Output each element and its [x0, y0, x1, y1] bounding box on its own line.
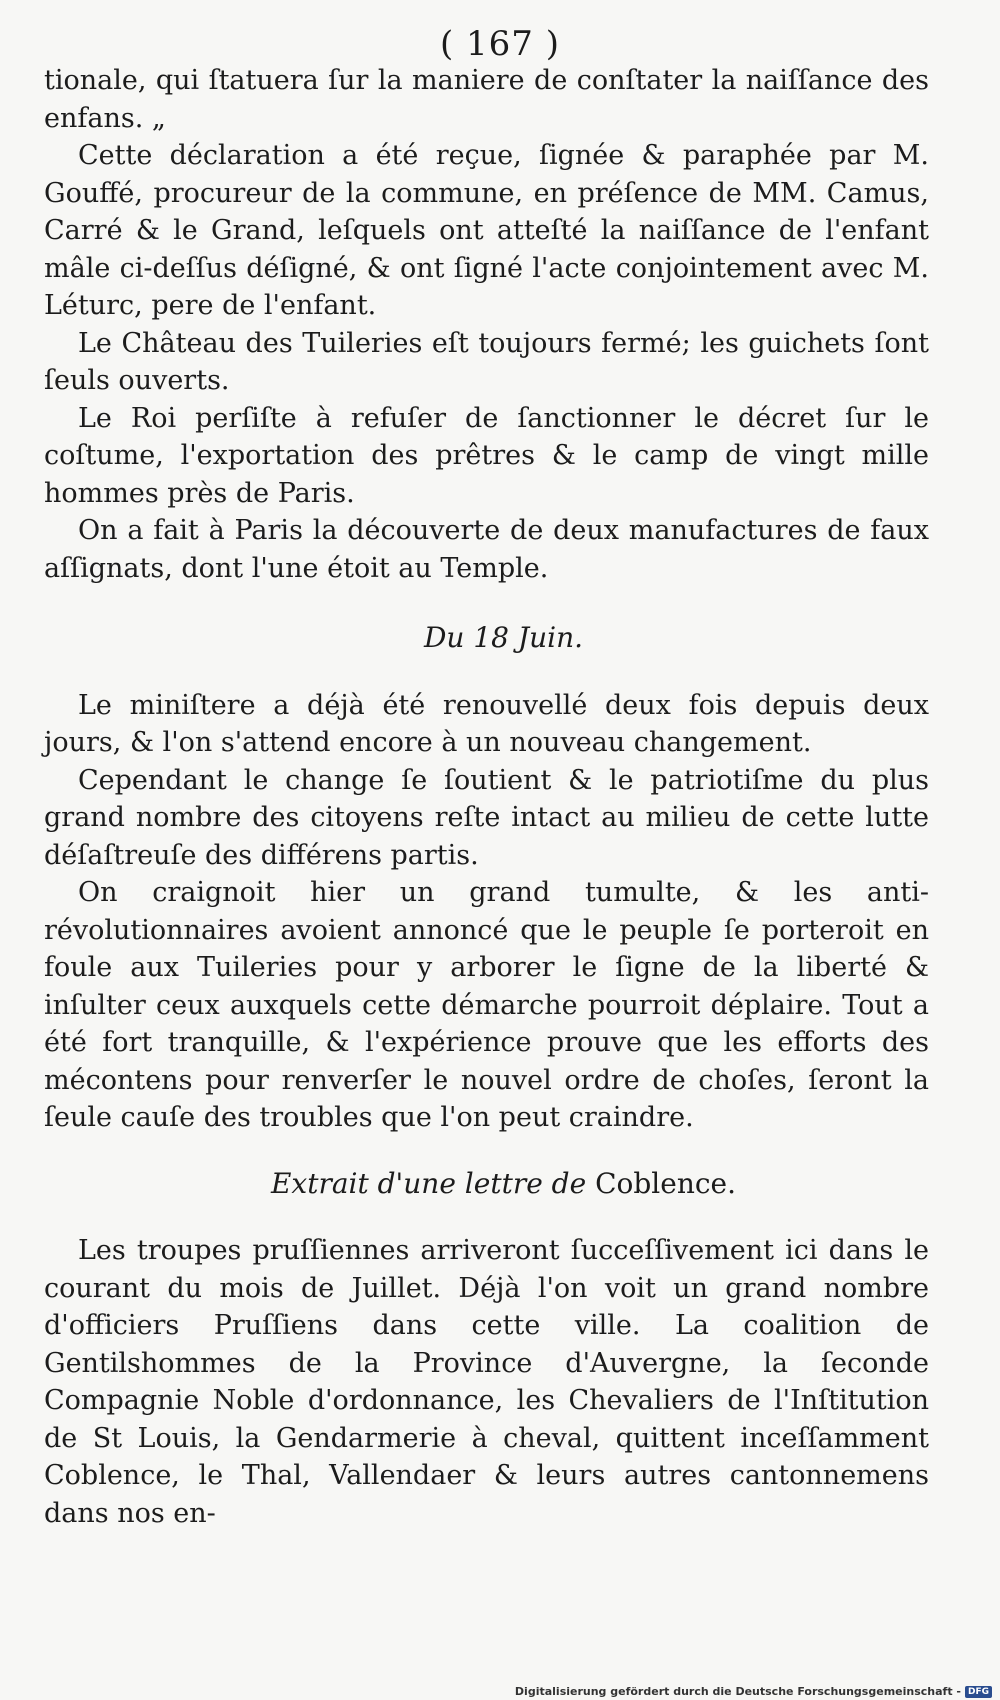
paragraph-ministere: Le miniſtere a déjà été renouvellé deux fois depuis deux jours, & l'on s'attend encore à un nouveau changement.	[44, 689, 929, 758]
dfg-logo: DFG	[965, 1686, 992, 1698]
heading-extrait-italic: Extrait d'une lettre de	[270, 1166, 587, 1200]
heading-extrait-place: Coblence.	[595, 1166, 737, 1200]
paragraph-declaration: Cette déclaration a été reçue, ſignée & paraphée par M. Gouffé, procureur de la commune, en préſence de MM. Camus, Carré & le Grand, leſquels ont atteſté la naiſſance de l'enfant mâle ci-deſſus déſigné, & ont ſigné l'acte conjointement avec M. Léturc, pere de l'enfant.	[44, 140, 929, 321]
page-number: ( 167 )	[439, 24, 561, 64]
paragraph-roi: Le Roi perſiſte à refuſer de ſanctionner le décret ſur le coſtume, l'exportation des prêtres & le camp de vingt mille hommes près de Paris.	[44, 402, 929, 509]
digitization-footer	[515, 1685, 992, 1698]
main-text	[44, 62, 929, 1532]
paragraph-continuation: tionale, qui ſtatuera ſur la maniere de conſtater la naiſſance des enfans. „	[44, 65, 929, 134]
paragraph-assignats: On a fait à Paris la découverte de deux manufactures de faux aſſignats, dont l'une étoit au Temple.	[44, 515, 929, 584]
paragraph-chateau: Le Château des Tuileries eſt toujours fermé; les guichets ſont ſeuls ouverts.	[44, 327, 929, 396]
section-heading-date: Du 18 Juin.	[423, 621, 584, 654]
footer-text: Digitalisierung gefördert durch die Deutsche Forschungsgemeinschaft -	[514, 1685, 961, 1698]
paragraph-change: Cependant le change ſe ſoutient & le patriotiſme du plus grand nombre des citoyens reſte intact au milieu de cette lutte déſaſtreuſe des différens partis.	[44, 764, 929, 871]
paragraph-troupes: Les troupes pruſſiennes arriveront ſucceſſivement ici dans le courant du mois de Juillet. Déjà l'on voit un grand nombre d'officiers Pruſſiens dans cette ville. La coalition de Gentilshommes de la Province d'Auvergne, la ſeconde Compagnie Noble d'ordonnance, les Chevaliers de l'Inſtitution de St Louis, la Gendarmerie à cheval, quittent inceſſamment Coblence, le Thal, Vallendaer & leurs autres cantonnemens dans nos en-	[44, 1235, 929, 1529]
section-heading-extrait	[44, 1165, 929, 1203]
paragraph-tumulte: On craignoit hier un grand tumulte, & les anti-révolutionnaires avoient annoncé que le peuple ſe porteroit en foule aux Tuileries pour y arborer le ſigne de la liberté & inſulter ceux auxquels cette démarche pourroit déplaire. Tout a été fort tranquille, & l'expérience prouve que les efforts des mécontens pour renverſer le nouvel ordre de choſes, ſeront la ſeule cauſe des troubles que l'on peut craindre.	[44, 877, 929, 1133]
